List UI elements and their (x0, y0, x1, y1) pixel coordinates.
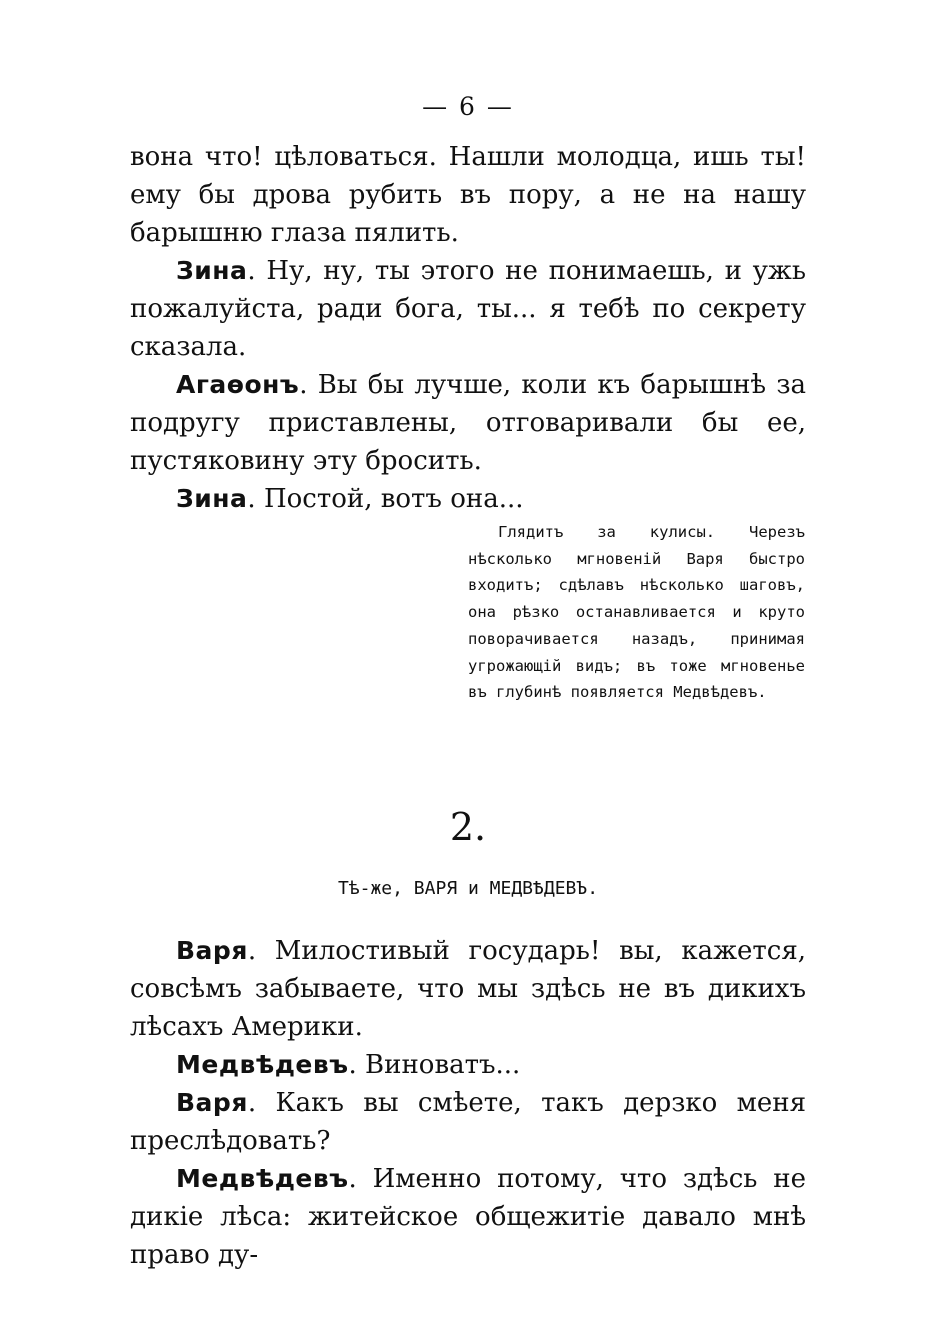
dialogue-paragraph (130, 480, 806, 518)
dialogue-paragraph (130, 932, 806, 1046)
paragraph-text: . Ну, ну, ты этого не понимаешь, и ужь пожалуйста, ради бога, ты... я тебѣ по секрету сказала. (130, 256, 806, 362)
scene-number: 2. (449, 805, 487, 849)
dialogue-paragraph (130, 138, 806, 252)
speaker-name: Варя (176, 936, 248, 965)
speaker-name: Агаѳонъ (176, 370, 300, 399)
dialogue-paragraph (130, 1084, 806, 1160)
dialogue-paragraph (130, 252, 806, 366)
paragraph-text: . Вы бы лучше, коли къ барышнѣ за подругу приставлены, отговаривали бы ее, пустяковину эту бросить. (130, 370, 806, 476)
paragraph-text: вона что! цѣловаться. Нашли молодца, ишь ты! ему бы дрова рубить въ пору, а не на нашу барышню глаза пялить. (130, 142, 806, 248)
dialogue-paragraph (130, 1046, 806, 1084)
paragraph-text: . Виноватъ... (348, 1050, 521, 1080)
speaker-name: Медвѣдевъ (176, 1050, 349, 1079)
speaker-name: Медвѣдевъ (176, 1164, 349, 1193)
speaker-name: Зина (176, 484, 248, 513)
stage-direction: Глядитъ за кулисы. Черезъ нѣсколько мгновеній Варя быстро входитъ; сдѣлавъ нѣсколько шаговъ, она рѣзко останавливается и круто поворачивается назадъ, принимая угрожающій видъ; въ тоже мгновенье въ глубинѣ появляется Медвѣдевъ. (468, 523, 805, 702)
dialogue-paragraph (130, 1160, 806, 1274)
paragraph-text: . Милостивый государь! вы, кажется, совсѣмъ забываете, что мы здѣсь не въ дикихъ лѣсахъ Америки. (130, 936, 806, 1042)
paragraph-text: . Постой, вотъ она... (247, 484, 524, 514)
paragraph-text: . Именно потому, что здѣсь не дикіе лѣса: житейское общежитіе давало мнѣ право ду- (130, 1164, 806, 1270)
dialogue-paragraph (130, 366, 806, 480)
speaker-name: Зина (176, 256, 248, 285)
dialogue-block-top (130, 138, 806, 518)
page-number: — 6 — (422, 92, 514, 121)
speaker-name: Варя (176, 1088, 248, 1117)
scene-heading: Тѣ-же, ВАРЯ и МЕДВѢДЕВЪ. (337, 878, 599, 899)
dialogue-block-bottom (130, 932, 806, 1274)
paragraph-text: . Какъ вы смѣете, такъ дерзко меня преслѣдовать? (130, 1088, 806, 1156)
